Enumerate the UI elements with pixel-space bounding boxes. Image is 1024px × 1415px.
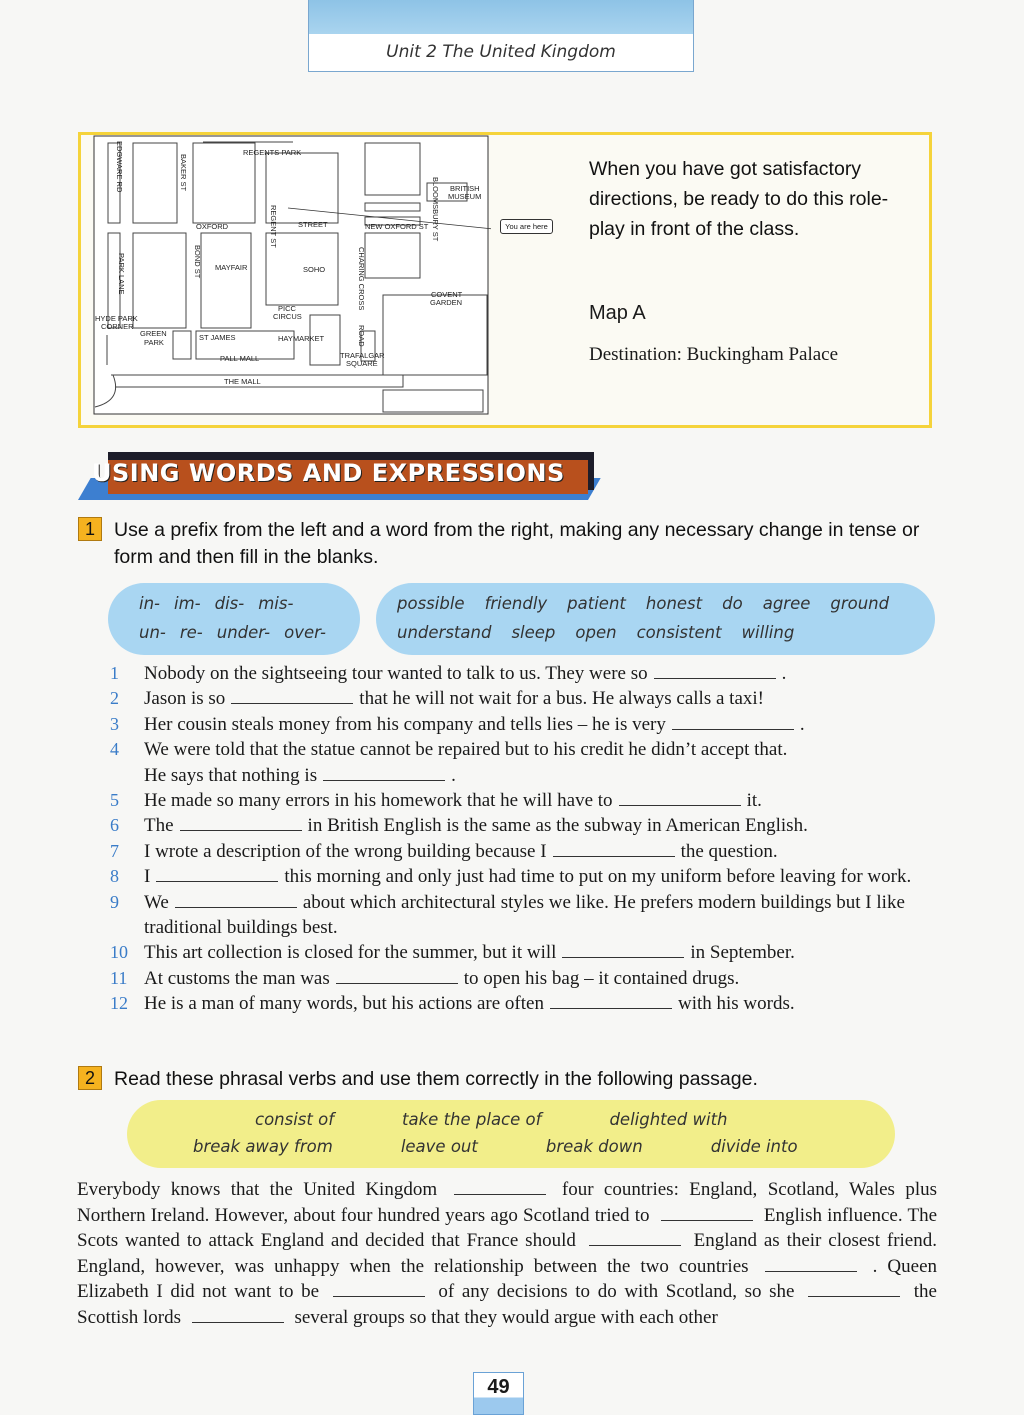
sentence-item [110, 788, 940, 813]
answer-blank[interactable] [654, 662, 776, 679]
item-number: 6 [110, 815, 119, 836]
phrasal-verb: consist of [255, 1110, 335, 1129]
map-title: Map A [589, 302, 646, 324]
map-label: TRAFALGAR [340, 351, 385, 360]
sentence-before: We [144, 891, 169, 913]
item-number: 5 [110, 790, 119, 811]
section-banner [78, 452, 598, 502]
sentence-text [144, 661, 940, 686]
section-title: USING WORDS AND EXPRESSIONS [92, 459, 565, 487]
sentence-after: that he will not wait for a bus. He always calls a taxi! [359, 688, 764, 710]
answer-blank[interactable] [672, 713, 794, 730]
map-label: GARDEN [430, 298, 463, 307]
map-label: PALL MALL [220, 354, 260, 363]
exercise-number: 2 [78, 1066, 102, 1090]
exercise-number: 1 [78, 517, 102, 541]
sentence-text [144, 813, 940, 838]
exercise-1-heading [78, 517, 938, 568]
verb-row [193, 1137, 866, 1156]
item-number: 1 [110, 663, 119, 683]
sentence-item [110, 966, 940, 991]
item-number: 8 [110, 866, 119, 887]
exercise-instruction: Use a prefix from the left and a word from the right, making any necessary change in tense or form and then fill in the blanks. [114, 519, 920, 568]
sentence-after: to open his bag – it contained drugs. [463, 967, 740, 989]
answer-blank[interactable] [156, 865, 278, 882]
sentence-after: it. [746, 790, 762, 812]
sentence-before: The [144, 815, 174, 837]
answer-blank[interactable] [333, 1280, 425, 1297]
phrasal-verb: break down [545, 1137, 643, 1156]
map-label: CORNER [101, 322, 134, 331]
exercise-2-heading [78, 1066, 938, 1093]
phrasal-verb: take the place of [402, 1110, 542, 1129]
item-number: 9 [110, 891, 119, 912]
sentence-before: He is a man of many words, but his actions are often [144, 993, 544, 1015]
map-label: MUSEUM [448, 192, 482, 201]
map-label: ROAD [357, 325, 366, 347]
answer-blank[interactable] [589, 1229, 681, 1246]
sentence-before: Jason is so [144, 688, 226, 710]
header-water-image [309, 0, 693, 34]
answer-blank[interactable] [619, 789, 741, 806]
sentence-text [144, 940, 940, 965]
sentence-after: this morning and only just had time to put on my uniform before leaving for work. [284, 866, 912, 888]
passage-text: of any decisions to do with Scotland, so she [438, 1281, 795, 1302]
answer-blank[interactable] [454, 1178, 546, 1195]
answer-blank[interactable] [180, 814, 302, 831]
sentence-before: I [144, 866, 151, 888]
sentence-item [110, 991, 940, 1016]
item-number: 11 [110, 967, 128, 988]
verb-row [255, 1110, 796, 1129]
phrasal-verb: break away from [193, 1137, 333, 1156]
answer-blank[interactable] [562, 941, 684, 958]
map-label: CHARING CROSS [357, 247, 366, 311]
sentence-after: with his words. [677, 993, 795, 1015]
passage-text: the Scottish lords [77, 1281, 937, 1328]
root-word: friendly [484, 594, 548, 613]
prefix: un- [139, 623, 166, 642]
sentence-item [110, 661, 940, 686]
prefix-bubble [108, 583, 360, 655]
sentence-before: I wrote a description of the wrong building because I [144, 840, 547, 862]
prefix: in- [139, 594, 160, 613]
sentence-before: This art collection is closed for the summer, but it will [144, 942, 557, 964]
exercise-2-passage [77, 1177, 937, 1330]
sentence-text [144, 686, 940, 711]
item-number: 4 [110, 739, 119, 760]
sentence-before: Her cousin steals money from his company and tells lies – he is very [144, 713, 666, 735]
phrasal-verb: leave out [400, 1137, 478, 1156]
sentence-before: He made so many errors in his homework that he will have to [144, 790, 613, 812]
role-play-instruction: When you have got satisfactory directions, be ready to do this role-play in front of the class. [589, 158, 889, 240]
prefix: mis- [258, 594, 294, 613]
map-label: MAYFAIR [215, 263, 248, 272]
destination-text: Destination: Buckingham Palace [589, 344, 839, 365]
sentence-text [144, 788, 940, 813]
map-label: PARK [144, 338, 164, 347]
map-label: EDGWARE RD [115, 141, 124, 193]
passage-text: several groups so that they would argue with each other [294, 1306, 718, 1328]
answer-blank[interactable] [765, 1255, 857, 1272]
phrasal-verb-bubble [127, 1100, 895, 1168]
sentence-after: about which architectural styles we like. He prefers modern buildings but I like traditional buildings best. [144, 891, 905, 939]
map-label: HYDE PARK [95, 314, 138, 323]
you-are-here-label: You are here [500, 219, 553, 234]
map-label: COVENT [431, 290, 463, 299]
map-label: BRITISH [450, 184, 480, 193]
map-label: BLOOMSBURY ST [431, 177, 440, 242]
sentence-after: . [451, 764, 456, 786]
passage-text: England as their closest friend. England, however, was unhappy when the relationship between the two countries [77, 1230, 937, 1277]
sentence-text [144, 737, 940, 788]
sentence-after: . [799, 713, 805, 735]
item-number: 3 [110, 713, 119, 734]
sentence-text [144, 991, 940, 1016]
sentence-item [110, 839, 940, 864]
answer-blank[interactable] [323, 764, 445, 781]
sentence-after: in September. [690, 942, 795, 964]
root-word: willing [741, 623, 795, 642]
root-word: possible [397, 594, 465, 613]
map-label: PICC [278, 304, 296, 313]
root-word: honest [645, 594, 703, 613]
root-word: agree [762, 594, 811, 613]
sentence-item [110, 737, 940, 788]
sentence-after: in British English is the same as the subway in American English. [307, 815, 808, 837]
word-bubble [376, 583, 935, 655]
word-row [397, 623, 814, 642]
map-label: REGENT ST [269, 205, 278, 248]
map-label: CIRCUS [273, 312, 302, 321]
answer-blank[interactable] [231, 687, 353, 704]
passage-text: English influence. The Scots wanted to attack England and decided that France should [77, 1204, 938, 1251]
street-map [93, 135, 491, 417]
sentence-text [144, 966, 940, 991]
sentence-lead: We were told that the statue cannot be repaired but to his credit he didn’t accept that. [144, 739, 788, 761]
item-number: 2 [110, 688, 119, 709]
root-word: consistent [636, 623, 722, 642]
passage-text: four countries: England, Scotland, Wales plus Northern Ireland. However, about four hundred years ago Scotland tried to [77, 1179, 937, 1226]
phrasal-verb: delighted with [609, 1110, 728, 1129]
prefix: im- [174, 594, 201, 613]
word-row [397, 594, 909, 613]
answer-blank[interactable] [175, 891, 297, 908]
map-label: REGENTS PARK [243, 148, 302, 157]
map-label: SOHO [303, 265, 326, 274]
sentence-item [110, 712, 940, 737]
sentence-item [110, 890, 940, 941]
map-label: OXFORD [196, 222, 229, 231]
map-label: PARK LANE [117, 253, 126, 295]
passage-text: . Queen Elizabeth I did not want to be [77, 1255, 938, 1302]
prefix-row [139, 594, 307, 613]
map-label: THE MALL [224, 377, 261, 386]
prefix: dis- [214, 594, 245, 613]
exercise-instruction: Read these phrasal verbs and use them correctly in the following passage. [114, 1068, 758, 1090]
phrasal-verb: divide into [710, 1137, 798, 1156]
map-label: BAKER ST [179, 154, 188, 192]
root-word: understand [397, 623, 492, 642]
sentence-text [144, 712, 940, 737]
item-number: 7 [110, 840, 119, 861]
sentence-item [110, 686, 940, 711]
map-label: SQUARE [346, 359, 378, 368]
answer-blank[interactable] [550, 992, 672, 1009]
sentence-item [110, 940, 940, 965]
root-word: open [575, 623, 617, 642]
root-word: sleep [511, 623, 556, 642]
answer-blank[interactable] [808, 1280, 900, 1297]
map-label: STREET [298, 220, 328, 229]
exercise-1-sentences [110, 661, 940, 1017]
root-word: do [722, 594, 743, 613]
sentence-after: the question. [680, 840, 778, 862]
prefix: over- [284, 623, 327, 642]
prefix: re- [179, 623, 203, 642]
answer-blank[interactable] [553, 840, 675, 857]
root-word: ground [830, 594, 890, 613]
sentence-after: . [781, 663, 787, 684]
passage-text: Everybody knows that the United Kingdom [77, 1179, 438, 1200]
answer-blank[interactable] [336, 967, 458, 984]
map-label: BOND ST [193, 245, 202, 279]
sentence-item [110, 813, 940, 838]
prefix: under- [216, 623, 271, 642]
root-word: patient [567, 594, 626, 613]
sentence-text [144, 864, 940, 889]
map-label: HAYMARKET [278, 334, 325, 343]
sentence-before: At customs the man was [144, 967, 330, 989]
unit-title: Unit 2 The United Kingdom [386, 42, 616, 62]
item-number: 12 [110, 993, 128, 1014]
sentence-item [110, 864, 940, 889]
sentence-before: He says that nothing is [144, 764, 318, 786]
item-number: 10 [110, 942, 128, 963]
unit-header-tab [308, 0, 694, 72]
answer-blank[interactable] [661, 1204, 753, 1221]
page-number: 49 [473, 1372, 524, 1415]
map-label: ST JAMES [199, 333, 236, 342]
sentence-text [144, 890, 940, 941]
map-label: NEW OXFORD ST [365, 222, 429, 231]
answer-blank[interactable] [192, 1306, 284, 1323]
prefix-row [139, 623, 340, 642]
sentence-text [144, 839, 940, 864]
sentence-before: Nobody on the sightseeing tour wanted to talk to us. They were so [144, 663, 648, 684]
map-label: GREEN [140, 329, 167, 338]
